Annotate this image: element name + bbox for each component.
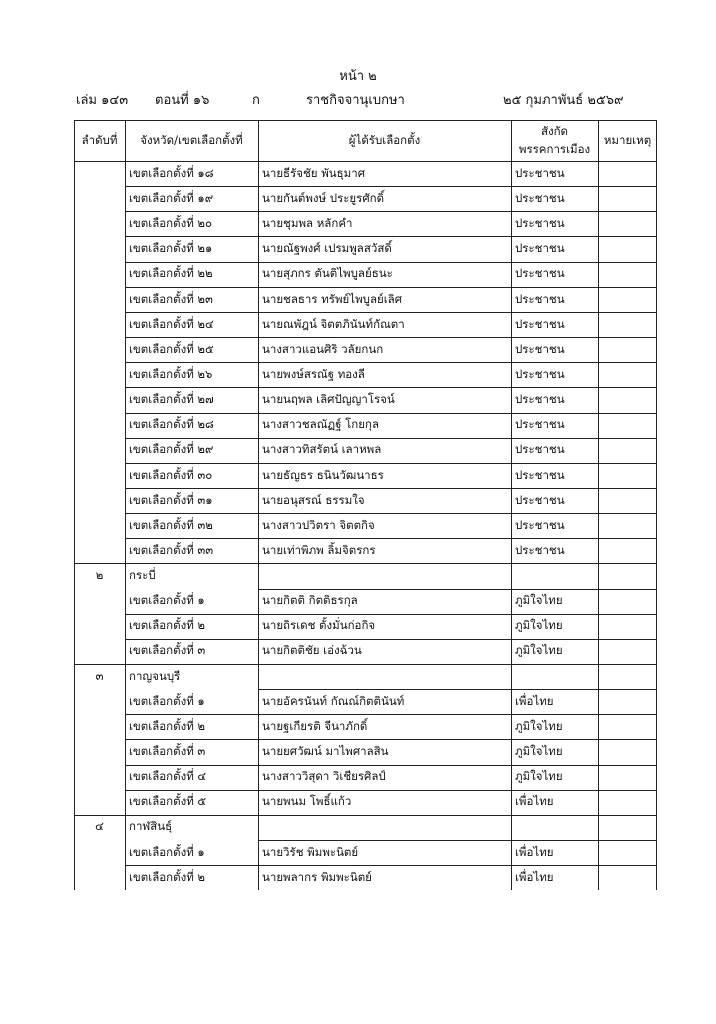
area-cell: เขตเลือกตั้งที่ ๓๐ (129, 467, 213, 482)
table-rule (125, 413, 657, 414)
party-cell: เพื่อไทย (515, 869, 554, 884)
party-cell: ประชาชน (515, 241, 565, 256)
remarks-cell (598, 538, 657, 563)
remarks-cell (598, 639, 657, 664)
order-cell: ๒ (95, 568, 104, 583)
elected-name-cell: นางสาวทิสรัตน์ เลาหพล (262, 442, 382, 457)
table-row (74, 211, 657, 236)
table-header-row (74, 120, 657, 161)
remarks-cell (598, 211, 657, 236)
table-rule (125, 312, 657, 313)
area-cell: เขตเลือกตั้งที่ ๒๔ (129, 316, 214, 331)
remarks-cell (598, 337, 657, 362)
area-cell: เขตเลือกตั้งที่ ๒ (129, 618, 206, 633)
header-party (511, 120, 598, 161)
elected-name-cell: นางสาววิสุดา วิเชียรศิลป์ (262, 769, 386, 784)
area-cell: เขตเลือกตั้งที่ ๒๘ (129, 417, 214, 432)
order-cell (74, 186, 125, 211)
section-label: ก (252, 93, 260, 108)
table-row (74, 790, 657, 815)
order-cell (74, 438, 125, 463)
table-rule (125, 463, 657, 464)
remarks-cell (598, 563, 657, 588)
elected-name-cell: นางสาวชลณัฏฐ์ โกยกุล (262, 417, 379, 432)
table-rule (74, 563, 657, 564)
header-order: ลำดับที่ (81, 132, 118, 147)
table-row (74, 337, 657, 362)
header-elected: ผู้ได้รับเลือกตั้ง (348, 132, 421, 147)
elected-name-cell: นายชลธาร ทรัพย์ไพบูลย์เลิศ (262, 291, 403, 306)
order-cell (74, 840, 125, 865)
area-cell: กาญจนบุรี (129, 668, 181, 683)
table-rule (125, 765, 657, 766)
table-row (74, 664, 657, 689)
table-row (74, 513, 657, 538)
table-row (74, 865, 657, 890)
remarks-cell (598, 739, 657, 764)
area-cell: กระบี่ (129, 568, 156, 583)
order-cell (74, 312, 125, 337)
elected-name-cell: นายนฤพล เลิศปัญญาโรจน์ (262, 392, 395, 407)
order-cell (74, 538, 125, 563)
party-cell: ประชาชน (515, 316, 565, 331)
area-cell: เขตเลือกตั้งที่ ๑ (129, 844, 205, 859)
elected-name-cell (258, 815, 511, 840)
area-cell: เขตเลือกตั้งที่ ๒๖ (129, 366, 213, 381)
order-cell: ๔ (95, 819, 104, 834)
area-cell: เขตเลือกตั้งที่ ๒๗ (129, 392, 214, 407)
elected-name-cell: นายวิรัช พิมพะนิตย์ (262, 844, 359, 859)
order-cell (74, 513, 125, 538)
header-remarks: หมายเหตุ (603, 132, 652, 147)
order-cell (74, 362, 125, 387)
party-cell: ภูมิใจไทย (515, 744, 563, 759)
order-cell (74, 387, 125, 412)
area-cell: เขตเลือกตั้งที่ ๒ (129, 718, 206, 733)
elected-name-cell: นายธีรัจชัย พันธุมาศ (262, 165, 365, 180)
remarks-cell (598, 463, 657, 488)
order-cell (74, 714, 125, 739)
publication-date: ๒๕ กุมภาพันธ์ ๒๕๖๙ (503, 93, 624, 108)
elected-name-cell: นายพงษ์สรณัฐ ทองลี (262, 366, 365, 381)
area-cell: เขตเลือกตั้งที่ ๒๕ (129, 341, 214, 356)
remarks-cell (598, 262, 657, 287)
table-rule (125, 538, 657, 539)
remarks-cell (598, 488, 657, 513)
table-rule (125, 639, 657, 640)
party-cell: เพื่อไทย (515, 693, 554, 708)
table-row (74, 538, 657, 563)
elected-name-cell: นายเท่าพิภพ ลิ้มจิตรกร (262, 542, 376, 557)
order-cell: ๓ (95, 668, 104, 683)
remarks-cell (598, 689, 657, 714)
table-row (74, 236, 657, 261)
elected-name-cell: นายกันต์พงษ์ ประยูรศักดิ์ (262, 190, 385, 205)
area-cell: เขตเลือกตั้งที่ ๒ (129, 869, 206, 884)
party-cell: ภูมิใจไทย (515, 769, 563, 784)
order-cell (74, 463, 125, 488)
table-rule (258, 589, 657, 590)
remarks-cell (598, 186, 657, 211)
elected-name-cell: นายอัครนันท์ กัณณ์กิตตินันท์ (262, 693, 405, 708)
order-cell (74, 865, 125, 890)
elected-name-cell (258, 664, 511, 689)
table-row (74, 362, 657, 387)
remarks-cell (598, 764, 657, 789)
table-rule (125, 790, 657, 791)
elected-name-cell: นายอนุสรณ์ ธรรมใจ (262, 492, 365, 507)
area-cell: เขตเลือกตั้งที่ ๓ (129, 643, 206, 658)
table-rule (74, 120, 75, 890)
remarks-cell (598, 161, 657, 186)
order-cell (74, 262, 125, 287)
party-cell: ประชาชน (515, 392, 565, 407)
elected-name-cell: นายณัฐพงศ์ เปรมพูลสวัสดิ์ (262, 241, 392, 256)
area-cell: เขตเลือกตั้งที่ ๓๒ (129, 517, 213, 532)
table-rule (125, 287, 657, 288)
elected-name-cell: นายยศวัฒน์ มาไพศาลสิน (262, 744, 389, 759)
party-cell: ภูมิใจไทย (515, 593, 563, 608)
party-cell: ประชาชน (515, 366, 565, 381)
remarks-cell (598, 865, 657, 890)
party-cell: เพื่อไทย (515, 794, 554, 809)
table-row (74, 563, 657, 588)
table-rule (258, 689, 657, 690)
elected-name-cell: นายกิตติ กิตติธรกุล (262, 593, 358, 608)
area-cell: เขตเลือกตั้งที่ ๒๓ (129, 291, 213, 306)
party-cell: ภูมิใจไทย (515, 618, 563, 633)
elected-name-cell: นายชุมพล หลักคำ (262, 216, 353, 231)
table-row (74, 488, 657, 513)
table-rule (125, 262, 657, 263)
party-cell: ประชาชน (515, 291, 565, 306)
table-rule (125, 186, 657, 187)
area-cell: เขตเลือกตั้งที่ ๓๑ (129, 492, 213, 507)
area-cell: เขตเลือกตั้งที่ ๑๘ (129, 165, 214, 180)
area-cell: เขตเลือกตั้งที่ ๒๐ (129, 216, 213, 231)
remarks-cell (598, 840, 657, 865)
header-party-line1: สังกัด (540, 124, 569, 139)
elected-name-cell (258, 563, 511, 588)
remarks-cell (598, 287, 657, 312)
elected-name-cell: นายพลากร พิมพะนิตย์ (262, 869, 372, 884)
party-cell: ประชาชน (515, 442, 565, 457)
volume-label: เล่ม ๑๔๓ (76, 93, 129, 108)
table-row (74, 161, 657, 186)
table-rule (125, 513, 657, 514)
order-cell (74, 764, 125, 789)
party-cell: ประชาชน (515, 492, 565, 507)
table-rule (74, 120, 657, 121)
area-cell: เขตเลือกตั้งที่ ๑๙ (129, 190, 214, 205)
elected-name-cell: นายธัญธร ธนินวัฒนาธร (262, 467, 384, 482)
party-cell: ประชาชน (515, 266, 565, 281)
party-cell: ประชาชน (515, 190, 565, 205)
table-rule (125, 438, 657, 439)
remarks-cell (598, 588, 657, 613)
elected-name-cell: นางสาวแอนศิริ วลัยกนก (262, 341, 384, 356)
table-rule (125, 714, 657, 715)
order-cell (74, 488, 125, 513)
order-cell (74, 614, 125, 639)
table-row (74, 438, 657, 463)
order-cell (74, 211, 125, 236)
elected-name-cell: นายกิตติชัย เอ่งฉ้วน (262, 643, 362, 658)
party-cell: ประชาชน (515, 542, 565, 557)
remarks-cell (598, 790, 657, 815)
area-cell: เขตเลือกตั้งที่ ๒๒ (129, 266, 213, 281)
table-row (74, 186, 657, 211)
table-row (74, 689, 657, 714)
publication-title: ราชกิจจานุเบกษา (306, 93, 405, 108)
table-row (74, 312, 657, 337)
table-row (74, 840, 657, 865)
table-row (74, 739, 657, 764)
issue-label: ตอนที่ ๑๖ (155, 93, 210, 108)
order-cell (74, 588, 125, 613)
table-row (74, 764, 657, 789)
remarks-cell (598, 714, 657, 739)
remarks-cell (598, 412, 657, 437)
party-cell: ประชาชน (515, 341, 565, 356)
area-cell: เขตเลือกตั้งที่ ๔ (129, 769, 207, 784)
party-cell: ประชาชน (515, 216, 565, 231)
table-rule (125, 387, 657, 388)
table-row (74, 639, 657, 664)
header-party-line2: พรรคการเมือง (518, 141, 591, 156)
order-cell (74, 639, 125, 664)
party-cell: เพื่อไทย (515, 844, 554, 859)
order-cell (74, 161, 125, 186)
remarks-cell (598, 362, 657, 387)
party-cell (511, 815, 598, 840)
remarks-cell (598, 236, 657, 261)
remarks-cell (598, 815, 657, 840)
remarks-cell (598, 513, 657, 538)
table-row (74, 463, 657, 488)
elected-name-cell: นางสาวปวิตรา จิตตกิจ (262, 517, 375, 532)
table-row (74, 287, 657, 312)
order-cell (74, 739, 125, 764)
area-cell: กาฬสินธุ์ (129, 819, 173, 834)
elected-name-cell: นายฐเกียรติ จีนาภักดิ์ (262, 718, 368, 733)
table-row (74, 614, 657, 639)
table-rule (125, 211, 657, 212)
order-cell (74, 337, 125, 362)
party-cell: ประชาชน (515, 165, 565, 180)
elected-members-table (74, 120, 657, 890)
area-cell: เขตเลือกตั้งที่ ๓ (129, 744, 206, 759)
area-cell: เขตเลือกตั้งที่ ๑ (129, 693, 205, 708)
area-cell: เขตเลือกตั้งที่ ๑ (129, 593, 205, 608)
elected-name-cell: นายถิรเดช ตั้งมั่นก่อกิจ (262, 618, 376, 633)
area-cell: เขตเลือกตั้งที่ ๕ (129, 794, 207, 809)
party-cell (511, 664, 598, 689)
table-row (74, 412, 657, 437)
party-cell: ภูมิใจไทย (515, 643, 563, 658)
table-rule (125, 236, 657, 237)
party-cell: ภูมิใจไทย (515, 718, 563, 733)
party-cell (511, 563, 598, 588)
table-rule (125, 865, 657, 866)
order-cell (74, 790, 125, 815)
elected-name-cell: นายณพัฎน์ จิตตภินันท์กัณตา (262, 316, 405, 331)
table-row (74, 262, 657, 287)
table-row (74, 387, 657, 412)
remarks-cell (598, 312, 657, 337)
table-rule (125, 739, 657, 740)
table-rule (125, 614, 657, 615)
remarks-cell (598, 438, 657, 463)
order-cell (74, 412, 125, 437)
remarks-cell (598, 387, 657, 412)
party-cell: ประชาชน (515, 417, 565, 432)
area-cell: เขตเลือกตั้งที่ ๒๑ (129, 241, 213, 256)
table-rule (74, 815, 657, 816)
table-row (74, 815, 657, 840)
page-number: หน้า ๒ (339, 69, 377, 84)
party-cell: ประชาชน (515, 517, 565, 532)
table-body (74, 161, 657, 890)
table-rule (125, 362, 657, 363)
table-rule (125, 337, 657, 338)
remarks-cell (598, 614, 657, 639)
order-cell (74, 689, 125, 714)
header-area: จังหวัด/เขตเลือกตั้งที่ (140, 132, 243, 147)
table-row (74, 588, 657, 613)
table-row (74, 714, 657, 739)
table-rule (74, 161, 657, 162)
elected-name-cell: นายสุภกร ตันติไพบูลย์ธนะ (262, 266, 393, 281)
area-cell: เขตเลือกตั้งที่ ๒๙ (129, 442, 214, 457)
table-rule (258, 840, 657, 841)
area-cell: เขตเลือกตั้งที่ ๓๓ (129, 542, 214, 557)
table-rule (74, 664, 657, 665)
elected-name-cell: นายพนม โพธิ์แก้ว (262, 794, 352, 809)
party-cell: ประชาชน (515, 467, 565, 482)
order-cell (74, 287, 125, 312)
table-rule (125, 488, 657, 489)
remarks-cell (598, 664, 657, 689)
order-cell (74, 236, 125, 261)
